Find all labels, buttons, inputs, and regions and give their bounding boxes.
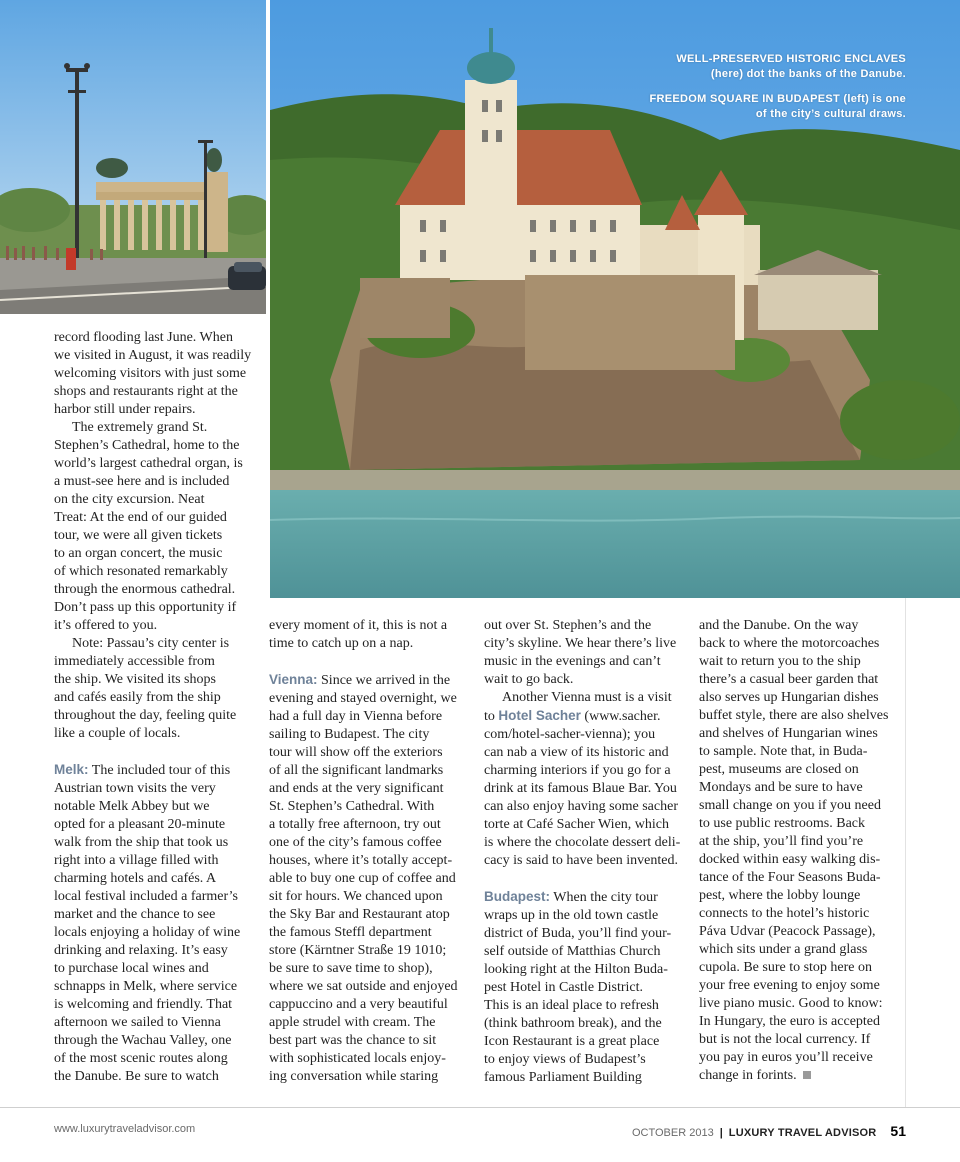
- text-line: and ends at the very significant: [269, 781, 444, 796]
- text-line: Stephen’s Cathedral, home to the: [54, 438, 240, 453]
- caption-square-text-2: of the city’s cultural draws.: [755, 108, 906, 120]
- text-line: Páva Udvar (Peacock Passage),: [699, 924, 876, 939]
- text-line: the famous Steffl department: [269, 925, 432, 940]
- text-line: (think bathroom break), and the: [484, 1016, 662, 1031]
- text-line: right into a village filled with: [54, 853, 219, 868]
- text-line: welcoming visitors with just some: [54, 366, 247, 381]
- text-line: drink at its famous Blaue Bar. You: [484, 781, 677, 796]
- text-line: to enjoy views of Budapest’s: [484, 1052, 646, 1067]
- text-fragment: change in forints.: [699, 1068, 797, 1083]
- text-line: tour will show off the exteriors: [269, 745, 443, 760]
- text-line: com/hotel-sacher-vienna); you: [484, 727, 656, 742]
- text-line: city’s skyline. We hear there’s live: [484, 636, 677, 651]
- text-line: market and the chance to see: [54, 907, 216, 922]
- text-line: torte at Café Sacher Wien, which: [484, 817, 669, 832]
- text-line: but is not the local currency. If: [699, 1032, 871, 1047]
- text-line: throughout the day, feeling quite: [54, 708, 237, 723]
- paragraph-hotel-sacher: [484, 689, 680, 870]
- text-line: of the most scenic routes along: [54, 1051, 228, 1066]
- text-line: Mondays and be sure to have: [699, 780, 863, 795]
- text-line: we visited in August, it was readily: [54, 348, 252, 363]
- text-fragment: The included tour of this: [88, 763, 231, 778]
- text-line: wraps up in the old town castle: [484, 908, 659, 923]
- text-line: pest, where the lobby lounge: [699, 888, 861, 903]
- footer-divider: [0, 1107, 960, 1108]
- text-line: immediately accessible from: [54, 654, 215, 669]
- text-line: and the Danube. On the way: [699, 618, 859, 633]
- text-line: to an organ concert, the music: [54, 546, 223, 561]
- text-line: pest Hotel in Castle District.: [484, 980, 644, 995]
- text-line: charming hotels and cafés. A: [54, 871, 217, 886]
- text-line: famous Parliament Building: [484, 1070, 642, 1085]
- text-line: Austrian town visits the very: [54, 781, 216, 796]
- text-line: shops and restaurants right at the: [54, 384, 238, 399]
- text-line: docked within easy walking dis-: [699, 852, 881, 867]
- column-divider: [905, 598, 906, 1107]
- paragraph-vienna: [269, 671, 467, 1086]
- footer-magazine-name: LUXURY TRAVEL ADVISOR: [728, 1127, 877, 1139]
- text-line: district of Buda, you’ll find your-: [484, 926, 672, 941]
- text-line: locals enjoying a holiday of wine: [54, 925, 241, 940]
- text-line: and cafés easily from the ship: [54, 690, 221, 705]
- text-line: This is an ideal place to refresh: [484, 998, 659, 1013]
- section-heading-budapest: Budapest:: [484, 889, 551, 904]
- text-line: able to buy one cup of coffee and: [269, 871, 456, 886]
- article-column-4: [699, 617, 895, 1085]
- text-line: tance of the Four Seasons Buda-: [699, 870, 881, 885]
- text-line: world’s largest cathedral organ, is: [54, 456, 243, 471]
- text-line: can also enjoy having some sacher: [484, 799, 678, 814]
- freedom-square-photo: [0, 0, 266, 314]
- text-line: The extremely grand St.: [72, 420, 208, 435]
- text-line: also serves up Hungarian dishes: [699, 690, 879, 705]
- text-line: your free evening to enjoy some: [699, 978, 880, 993]
- text-line: cappuccino and a very beautiful: [269, 997, 448, 1012]
- text-line: apple strudel with cream. The: [269, 1015, 436, 1030]
- paragraph-budapest-continued: [699, 617, 895, 1085]
- text-line: evening and stayed overnight, we: [269, 691, 457, 706]
- text-line: store (Kärntner Straße 19 1010;: [269, 943, 447, 958]
- photo-caption-freedom-square: [650, 92, 906, 122]
- text-line: tour, we were all given tickets: [54, 528, 223, 543]
- text-line: can nab a view of its historic and: [484, 745, 669, 760]
- article-end-mark: [803, 1071, 811, 1079]
- text-line: Note: Passau’s city center is: [72, 636, 230, 651]
- text-line: looking right at the Hilton Buda-: [484, 962, 668, 977]
- text-line: to purchase local wines and: [54, 961, 209, 976]
- text-fragment: When the city tour: [550, 890, 658, 905]
- caption-square-text-1: (left) is one: [843, 93, 906, 105]
- text-line: drinking and relaxing. It’s easy: [54, 943, 228, 958]
- text-line: is where the chocolate dessert deli-: [484, 835, 681, 850]
- page-number: 51: [890, 1123, 906, 1139]
- section-heading-melk: Melk:: [54, 762, 89, 777]
- text-line: you pay in euros you’ll receive: [699, 1050, 873, 1065]
- text-line: it’s offered to you.: [54, 618, 158, 633]
- paragraph-melk: [54, 761, 250, 1086]
- text-line: buffet style, there are also shelves: [699, 708, 889, 723]
- text-line: where we sat outside and enjoyed: [269, 979, 458, 994]
- text-line: a must-see here and is included: [54, 474, 230, 489]
- text-line: In Hungary, the euro is accepted: [699, 1014, 881, 1029]
- text-line: wait to return you to the ship: [699, 654, 861, 669]
- text-line: of all the significant landmarks: [269, 763, 444, 778]
- text-line: out over St. Stephen’s and the: [484, 618, 652, 633]
- text-line: every moment of it, this is not a: [269, 618, 448, 633]
- text-line: through the enormous cathedral.: [54, 582, 236, 597]
- text-line: pest, museums are closed on: [699, 762, 859, 777]
- text-line: at the ship, you’ll find you’re: [699, 834, 864, 849]
- section-heading-hotel-sacher: Hotel Sacher: [498, 708, 581, 723]
- section-heading-vienna: Vienna:: [269, 672, 318, 687]
- article-column-3: [484, 617, 680, 1087]
- text-line: the Sky Bar and Restaurant atop: [269, 907, 450, 922]
- text-line: with sophisticated locals enjoy-: [269, 1051, 446, 1066]
- text-line: on the city excursion. Neat: [54, 492, 205, 507]
- text-line: Another Vienna must is a visit: [502, 690, 672, 705]
- text-line: there’s a casual beer garden that: [699, 672, 879, 687]
- text-line: schnapps in Melk, where service: [54, 979, 238, 994]
- text-line: walk from the ship that took us: [54, 835, 229, 850]
- text-line: live piano music. Good to know:: [699, 996, 883, 1011]
- paragraph-wachau-continued: [269, 617, 467, 653]
- danube-castle-photo: [270, 0, 960, 598]
- text-line: music in the evenings and can’t: [484, 654, 661, 669]
- text-line: to sample. Note that, in Buda-: [699, 744, 868, 759]
- text-line: sit for hours. We chanced upon: [269, 889, 443, 904]
- text-line: the Danube. Be sure to watch: [54, 1069, 219, 1084]
- paragraph-passau-note: [54, 635, 250, 743]
- text-line: houses, where it’s totally accept-: [269, 853, 453, 868]
- text-line: connects to the hotel’s historic: [699, 906, 870, 921]
- text-line: back to where the motorcoaches: [699, 636, 880, 651]
- text-line: a totally free afternoon, try out: [269, 817, 441, 832]
- text-line: like a couple of locals.: [54, 726, 181, 741]
- footer-issue-date: OCTOBER 2013: [631, 1127, 714, 1139]
- freedom-square-illustration: [0, 0, 266, 314]
- text-fragment: (www.sacher.: [580, 709, 661, 724]
- text-line: which sits under a grand glass: [699, 942, 868, 957]
- caption-square-title: FREEDOM SQUARE IN BUDAPEST: [649, 93, 841, 105]
- paragraph-budapest: [484, 888, 680, 1087]
- text-line: and shelves of Hungarian wines: [699, 726, 878, 741]
- text-line: local festival included a farmer’s: [54, 889, 238, 904]
- text-line: cacy is said to have been invented.: [484, 853, 678, 868]
- caption-castle-title: WELL-PRESERVED HISTORIC ENCLAVES: [676, 53, 906, 65]
- text-line: record flooding last June. When: [54, 330, 233, 345]
- text-line: notable Melk Abbey but we: [54, 799, 210, 814]
- text-line: best part was the chance to sit: [269, 1033, 437, 1048]
- text-fragment: to: [484, 709, 499, 724]
- text-line: be sure to save time to shop),: [269, 961, 433, 976]
- text-line: wait to go back.: [484, 672, 574, 687]
- text-line: the ship. We visited its shops: [54, 672, 216, 687]
- footer-separator: |: [719, 1127, 723, 1139]
- text-line: Icon Restaurant is a great place: [484, 1034, 660, 1049]
- text-line: sailing to Budapest. The city: [269, 727, 430, 742]
- text-line: self outside of Matthias Church: [484, 944, 661, 959]
- text-line: charming interiors if you go for a: [484, 763, 671, 778]
- paragraph-flooding: [54, 329, 250, 419]
- text-line: small change on you if you need: [699, 798, 881, 813]
- footer-folio: [632, 1123, 906, 1139]
- text-line: through the Wachau Valley, one: [54, 1033, 232, 1048]
- text-line: ing conversation while staring: [269, 1069, 439, 1084]
- text-fragment: Since we arrived in the: [317, 673, 451, 688]
- article-column-1: [54, 329, 250, 1086]
- caption-castle-text: (here) dot the banks of the Danube.: [710, 68, 906, 80]
- text-line: harbor still under repairs.: [54, 402, 196, 417]
- text-line: is welcoming and friendly. That: [54, 997, 233, 1012]
- paragraph-cathedral: [54, 419, 250, 635]
- text-line: of which resonated remarkably: [54, 564, 228, 579]
- article-column-2: [269, 617, 467, 1086]
- text-line: time to catch up on a nap.: [269, 636, 414, 651]
- photo-caption-castle: [676, 52, 906, 82]
- text-line: to use public restrooms. Back: [699, 816, 866, 831]
- footer-website: www.luxurytraveladvisor.com: [54, 1123, 196, 1135]
- text-line: afternoon we sailed to Vienna: [54, 1015, 221, 1030]
- text-line: opted for a pleasant 20-minute: [54, 817, 226, 832]
- text-line: Treat: At the end of our guided: [54, 510, 227, 525]
- castle-on-danube-illustration: [270, 0, 960, 598]
- text-line: cupola. Be sure to stop here on: [699, 960, 873, 975]
- text-line: had a full day in Vienna before: [269, 709, 443, 724]
- paragraph-skyline: [484, 617, 680, 689]
- text-line: one of the city’s famous coffee: [269, 835, 442, 850]
- text-line: Don’t pass up this opportunity if: [54, 600, 237, 615]
- text-line: St. Stephen’s Cathedral. With: [269, 799, 435, 814]
